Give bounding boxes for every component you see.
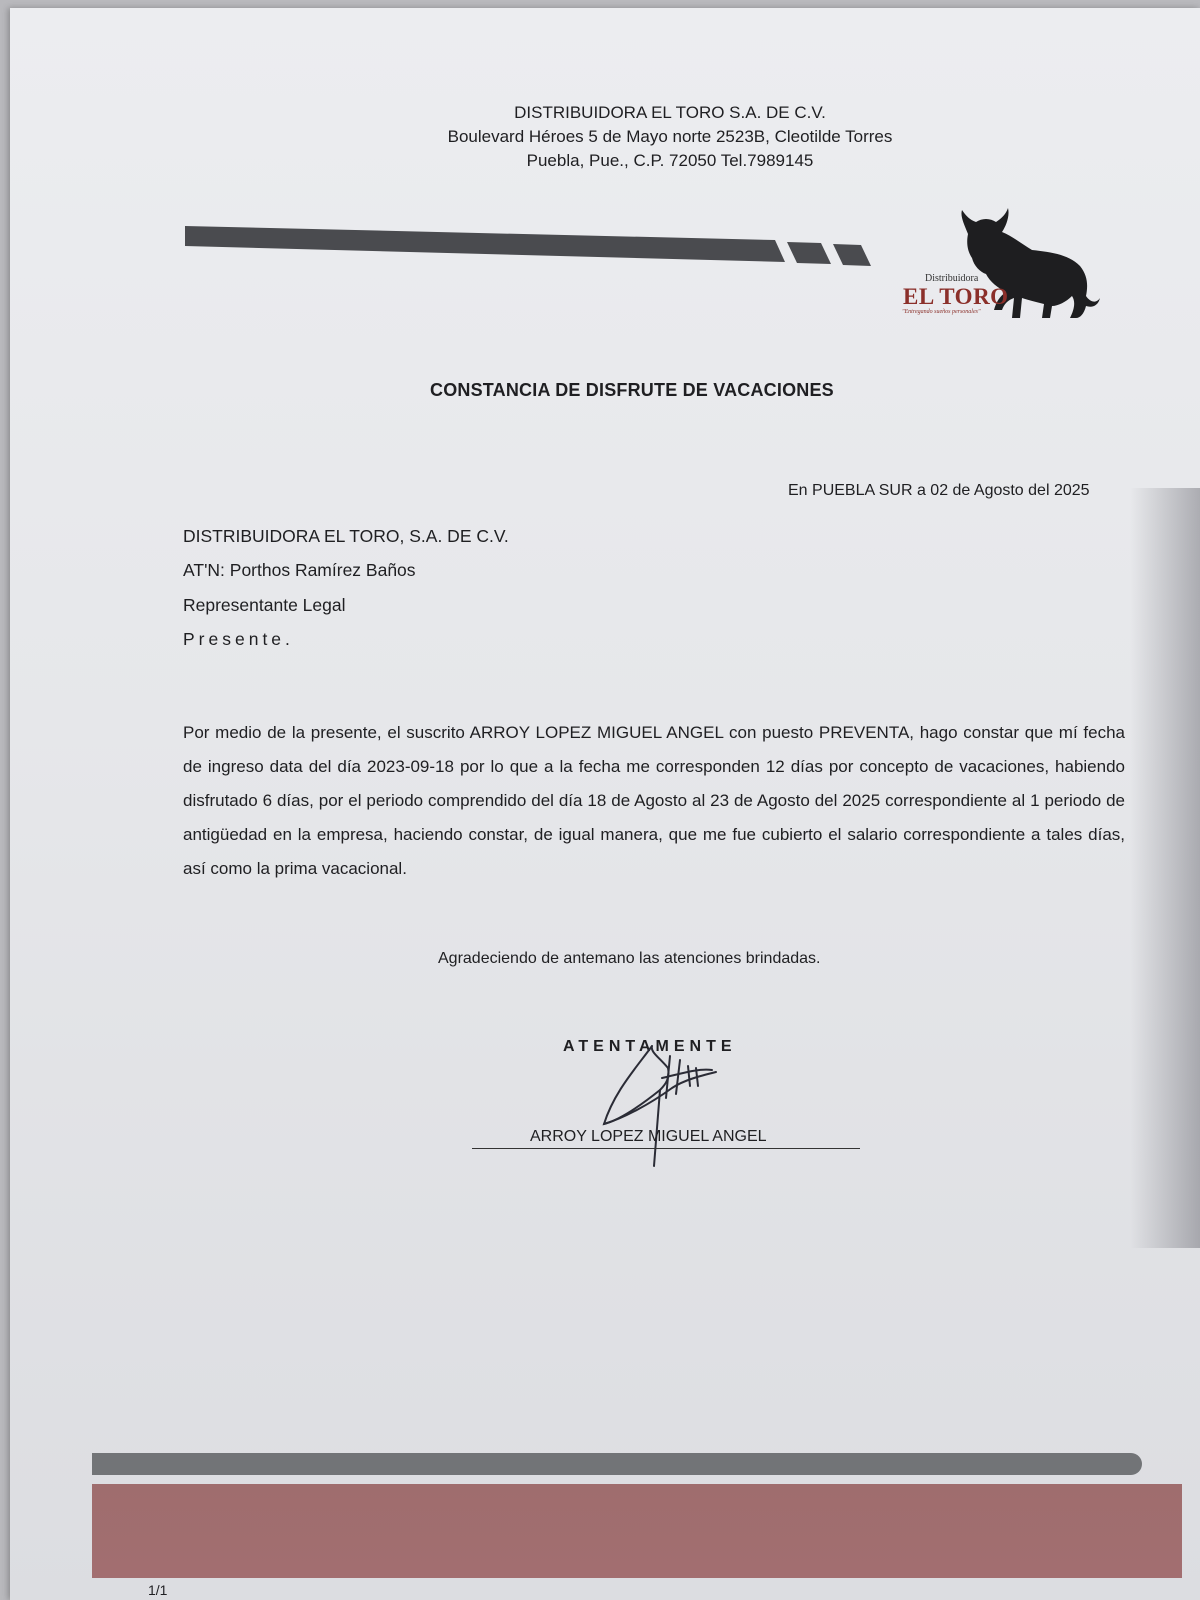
logo-tagline: "Entregando sueños personales" xyxy=(902,309,981,315)
footer-red-band xyxy=(92,1484,1182,1578)
page-number: 1/1 xyxy=(148,1582,168,1598)
logo-brand: EL TORO xyxy=(903,284,1009,309)
closing-text: Agradeciendo de antemano las atenciones brindadas. xyxy=(438,950,821,967)
place-date: En PUEBLA SUR a 02 de Agosto del 2025 xyxy=(788,482,1090,499)
sign-off: ATENTAMENTE xyxy=(563,1038,737,1055)
recipient-role: Representante Legal xyxy=(183,595,346,615)
body-paragraph: Por medio de la presente, el suscrito ARROY LOPEZ MIGUEL ANGEL con puesto PREVENTA, hago constar que mí fecha de ingreso data del día 2023-09-18 por lo que a la fecha me corresponden 12 días por concepto de vacaciones, habiendo disfrutado 6 días, por el periodo comprendido del día 18 de Agosto al 23 de Agosto del 2025 correspondiente al 1 periodo de antigüedad en la empresa, haciendo constar, de igual manera, que me fue cubierto el salario correspondiente a tales días, así como la prima vacacional. xyxy=(183,723,1125,878)
header-stripe xyxy=(185,226,885,268)
recipient-company: DISTRIBUIDORA EL TORO, S.A. DE C.V. xyxy=(183,526,509,546)
letterhead-company: DISTRIBUIDORA EL TORO S.A. DE C.V. xyxy=(514,103,826,122)
recipient-attn: AT'N: Porthos Ramírez Baños xyxy=(183,560,416,580)
page-shadow xyxy=(1130,488,1200,1248)
letterhead-address-line2: Puebla, Pue., C.P. 72050 Tel.7989145 xyxy=(526,151,814,170)
document-page xyxy=(10,8,1200,1600)
signer-name: ARROY LOPEZ MIGUEL ANGEL xyxy=(530,1128,767,1145)
logo-small-word: Distribuidora xyxy=(925,273,979,284)
signature-line xyxy=(472,1148,860,1149)
document-title: CONSTANCIA DE DISFRUTE DE VACACIONES xyxy=(430,380,834,400)
letterhead-address-line1: Boulevard Héroes 5 de Mayo norte 2523B, Cleotilde Torres xyxy=(447,127,893,146)
footer-grey-band xyxy=(92,1453,1142,1475)
presente-text: Presente. xyxy=(183,629,294,649)
